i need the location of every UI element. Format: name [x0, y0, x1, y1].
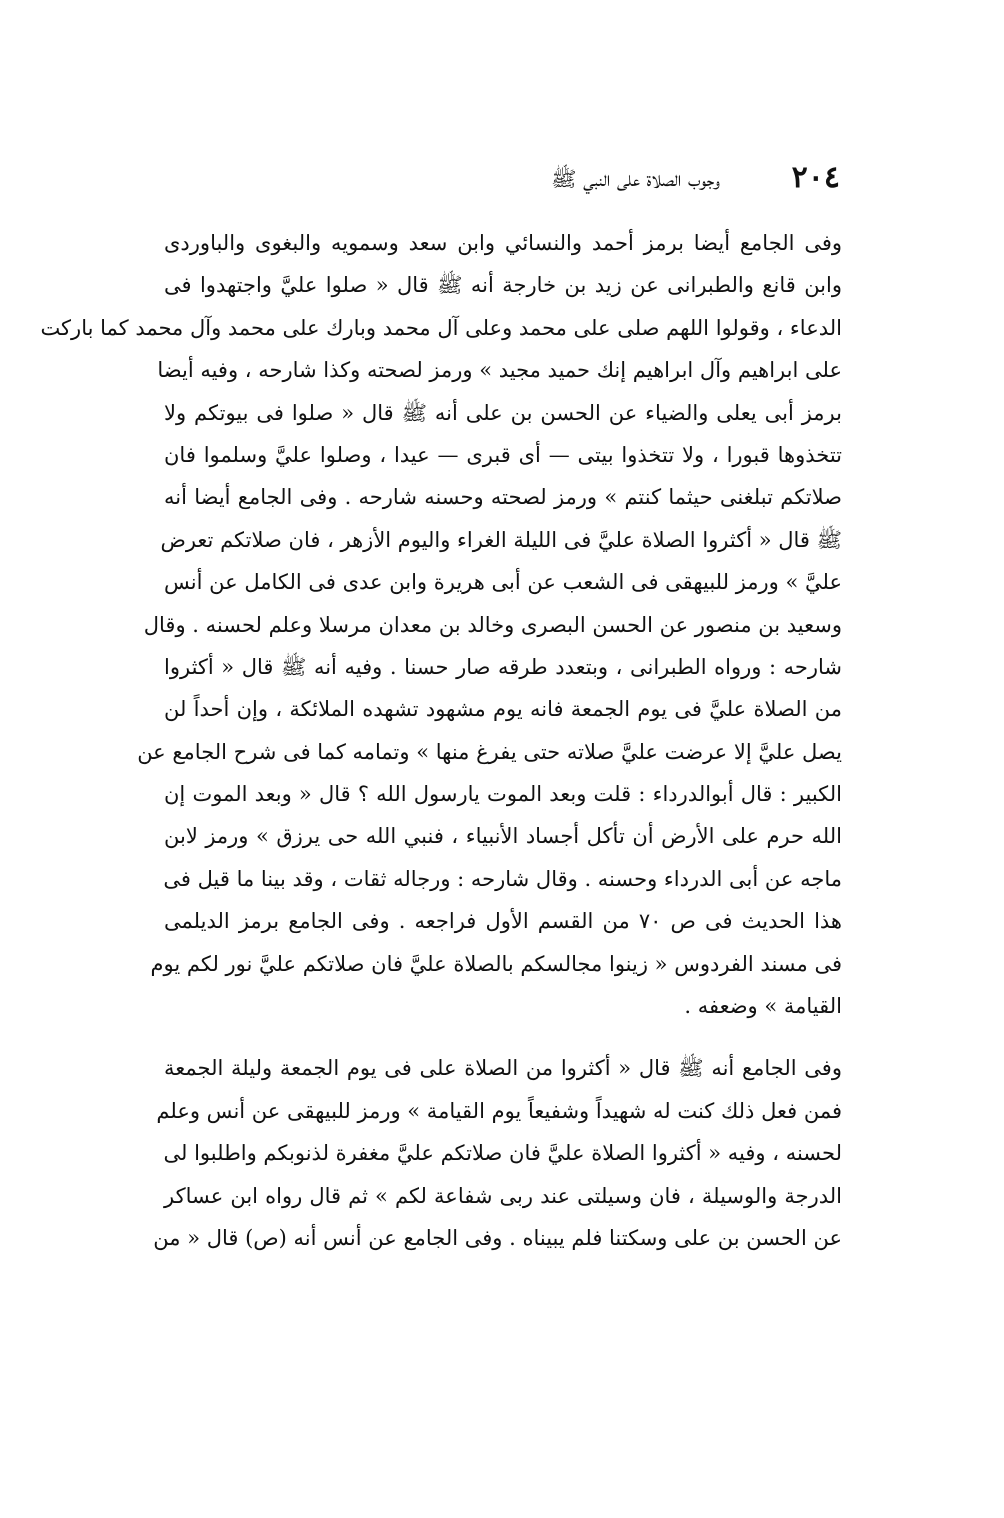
text-line: ماجه عن أبى الدرداء وحسنه . وقال شارحه : ورجاله ثقات ، وقد بينا ما قيل فى [163, 866, 842, 891]
page-number: ٢٠٤ [791, 160, 840, 195]
text-line: يصل عليَّ إلا عرضت عليَّ صلاته حتى يفرغ منها » وتمامه كما فى شرح الجامع عن [137, 739, 842, 764]
text-line: من الصلاة عليَّ فى يوم الجمعة فانه يوم مشهود تشهده الملائكة ، وإن أحداً لن [164, 697, 842, 722]
text-line: صلاتكم تبلغنى حيثما كنتم » ورمز لصحته وحسنه شارحه . وفى الجامع أيضا أنه [164, 485, 842, 510]
paragraph-1 [40, 222, 842, 1027]
text-line: فمن فعل ذلك كنت له شهيداً وشفيعاً يوم القيامة » ورمز للبيهقى عن أنس وعلم [156, 1098, 842, 1123]
text-line: تتخذوها قبورا ، ولا تتخذوا بيتى — أى قبرى — عيدا ، وصلوا عليَّ وسلموا فان [164, 442, 842, 467]
text-line: شارحه : ورواه الطبرانى ، وبتعدد طرقه صار حسنا . وفيه أنه ﷺ قال « أكثروا [164, 654, 842, 679]
text-line: الدعاء ، وقولوا اللهم صلى على محمد وعلى آل محمد وبارك على محمد وآل محمد كما باركت [40, 315, 842, 340]
text-line: الله حرم على الأرض أن تأكل أجساد الأنبياء ، فنبي الله حى يرزق » ورمز لابن [164, 824, 842, 849]
text-line: فى مسند الفردوس « زينوا مجالسكم بالصلاة عليَّ فان صلاتكم عليَّ نور لكم يوم [150, 951, 842, 976]
text-line: الدرجة والوسيلة ، فان وسيلتى عند ربى شفاعة لكم » ثم قال رواه ابن عساكر [164, 1183, 842, 1208]
text-line: على ابراهيم وآل ابراهيم إنك حميد مجيد » ورمز لصحته وكذا شارحه ، وفيه أيضا [157, 358, 842, 383]
text-line: برمز أبى يعلى والضياء عن الحسن بن على أنه ﷺ قال « صلوا فى بيوتكم ولا [164, 400, 842, 425]
body-text [40, 222, 842, 1259]
paragraph-2 [153, 1047, 842, 1259]
text-line: وسعيد بن منصور عن الحسن البصرى وخالد بن معدان مرسلا وعلم لحسنه . وقال [143, 612, 842, 637]
text-line: هذا الحديث فى ص ٧٠ من القسم الأول فراجعه . وفى الجامع برمز الديلمى [164, 909, 842, 934]
text-line: ﷺ قال « أكثروا الصلاة عليَّ فى الليلة الغراء واليوم الأزهر ، فان صلاتكم تعرض [160, 527, 842, 552]
page-header [330, 158, 840, 198]
text-line: لحسنه ، وفيه « أكثروا الصلاة عليَّ فان صلاتكم عليَّ مغفرة لذنوبكم واطلبوا لى [163, 1141, 842, 1166]
paragraph-separator [164, 1027, 842, 1047]
text-line: القيامة » وضعفه . [684, 994, 842, 1019]
running-title: وجوب الصلاة على النبي ﷺ [551, 167, 720, 191]
text-line: الكبير : قال أبوالدرداء : قلت وبعد الموت يارسول الله ؟ قال « وبعد الموت إن [164, 782, 842, 807]
text-line: وابن قانع والطبرانى عن زيد بن خارجة أنه ﷺ قال « صلوا عليَّ واجتهدوا فى [164, 273, 842, 298]
text-line: وفى الجامع أيضا برمز أحمد والنسائي وابن سعد وسمويه والبغوى والباوردى [164, 231, 842, 255]
text-line: وفى الجامع أنه ﷺ قال « أكثروا من الصلاة على فى يوم الجمعة وليلة الجمعة [164, 1056, 842, 1081]
text-line: عليَّ » ورمز للبيهقى فى الشعب عن أبى هريرة وابن عدى فى الكامل عن أنس [164, 570, 842, 595]
text-line: عن الحسن بن على وسكتنا فلم يبيناه . وفى الجامع عن أنس أنه (ص) قال « من [153, 1225, 842, 1250]
